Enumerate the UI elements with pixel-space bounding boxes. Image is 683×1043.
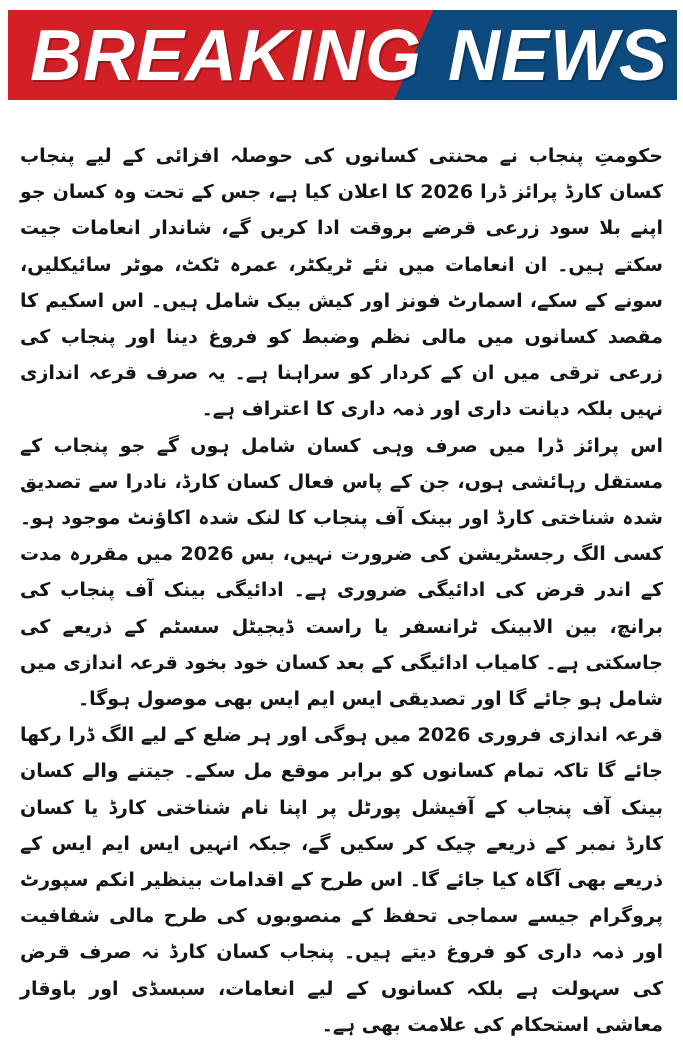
article-paragraph-2: اس پرائز ڈرا میں صرف وہی کسان شامل ہوں گے جو پنجاب کے مستقل رہائشی ہوں، جن کے پاس فعال کسان کارڈ، نادرا سے تصدیق شدہ شناختی کارڈ اور بینک آف پنجاب کا لنک شدہ اکاؤنٹ موجود ہو۔ کسی الگ رجسٹریشن کی ضرورت نہیں، بس 2026 میں مقررہ مدت کے اندر قرض کی ادائیگی ضروری ہے۔ ادائیگی بینک آف پنجاب کی برانچ، بین الابینک ٹرانسفر یا راست ڈیجیٹل سسٹم کے ذریعے کی جاسکتی ہے۔ کامیاب ادائیگی کے بعد کسان خود بخود قرعہ اندازی میں شامل ہو جائے گا اور تصدیقی ایس ایم ایس بھی موصول ہوگا۔: [20, 434, 663, 711]
article-body: [20, 138, 663, 1043]
breaking-news-banner: [8, 10, 677, 100]
banner-word-breaking: BREAKING: [30, 16, 423, 96]
article-paragraph-3: قرعہ اندازی فروری 2026 میں ہوگی اور ہر ضلع کے لیے الگ ڈرا رکھا جائے گا تاکہ تمام کسانوں کو برابر موقع مل سکے۔ جیتنے والے کسان بینک آف پنجاب کے آفیشل پورٹل پر اپنا نام شناختی کارڈ یا کسان کارڈ نمبر کے ذریعے چیک کر سکیں گے، جبکہ انہیں ایس ایم ایس کے ذریعے بھی آگاہ کیا جائے گا۔ اس طرح کے اقدامات بینظیر انکم سپورٹ پروگرام جیسے سماجی تحفظ کے منصوبوں کی طرح مالی شفافیت اور ذمہ داری کو فروغ دیتے ہیں۔ پنجاب کسان کارڈ نہ صرف قرض کی سہولت ہے بلکہ کسانوں کے لیے انعامات، سبسڈی اور باوقار معاشی استحکام کی علامت بھی ہے۔: [20, 724, 664, 1036]
article-paragraph-1: حکومتِ پنجاب نے محنتی کسانوں کی حوصلہ افزائی کے لیے پنجاب کسان کارڈ پرائز ڈرا 2026 کا اعلان کیا ہے، جس کے تحت وہ کسان جو اپنے بلا سود زرعی قرضے بروقت ادا کریں گے، شاندار انعامات جیت سکتے ہیں۔ ان انعامات میں نئے ٹریکٹر، عمرہ ٹکٹ، موٹر سائیکلیں، سونے کے سکے، اسمارٹ فونز اور کیش بیک شامل ہیں۔ اس اسکیم کا مقصد کسانوں میں مالی نظم وضبط کو فروغ دینا اور پنجاب کی زرعی ترقی میں ان کے کردار کو سراہنا ہے۔ یہ صرف قرعہ اندازی نہیں بلکہ دیانت داری اور ذمہ داری کا اعتراف ہے۔: [20, 145, 663, 421]
banner-word-news: NEWS: [448, 16, 668, 96]
